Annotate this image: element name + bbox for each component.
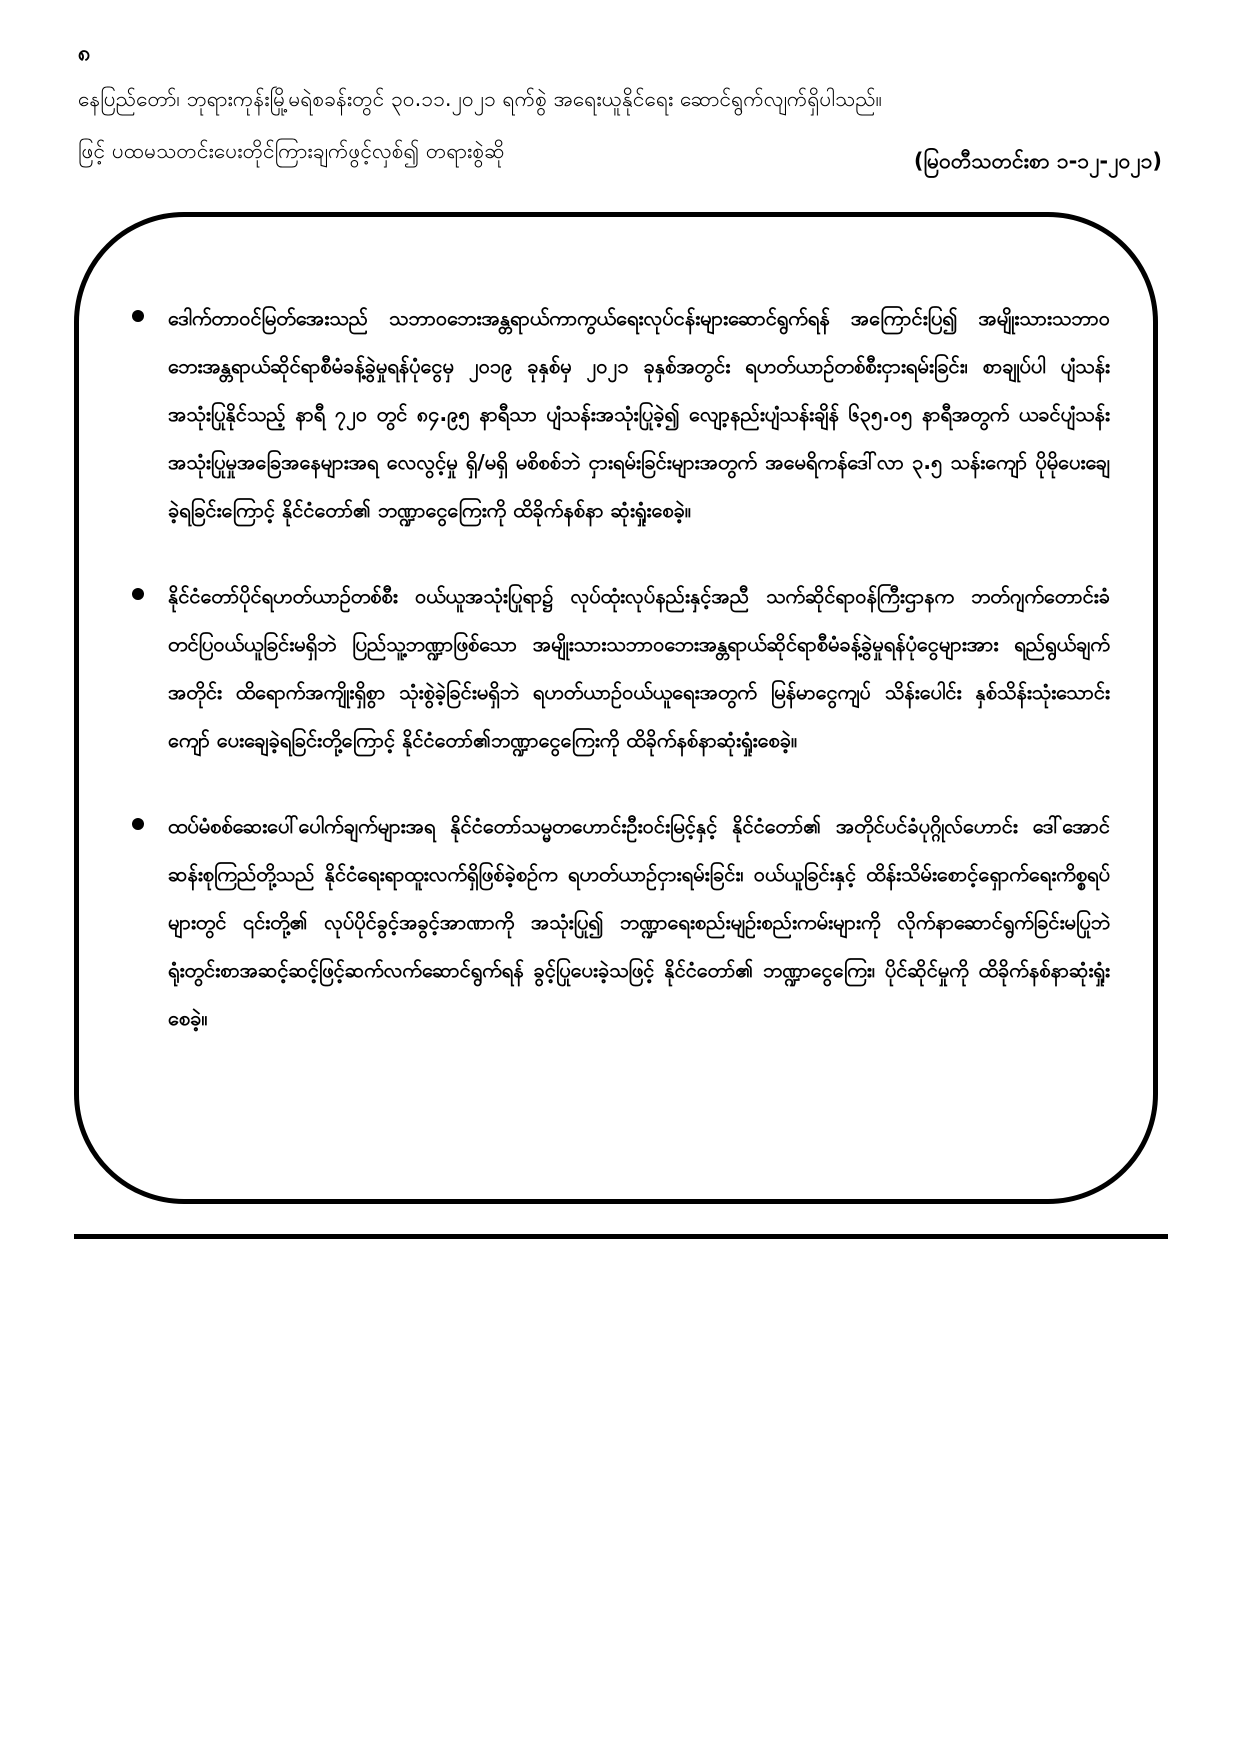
header-text-line-2: ဖြင့် ပထမသတင်းပေးတိုင်ကြားချက်ဖွင့်လှစ်၍ တရားစွဲဆို (78, 139, 505, 163)
bullet-item (128, 294, 1110, 534)
horizontal-divider (74, 1234, 1168, 1239)
page-number: ၈ (78, 41, 91, 66)
bullet-dot-icon (132, 588, 144, 600)
bullet-item (128, 802, 1110, 1042)
bullet-item (128, 572, 1110, 764)
header-text-line-1: နေပြည်တော်၊ ဘုရားကုန်းမြို့မရဲစခန်းတွင် ၃၀.၁၁.၂၀၂၁ ရက်စွဲ အရေးယူနိုင်ရေး ဆောင်ရွက်လျက်ရှိပါသည်။ (78, 87, 882, 111)
bullet-text: ထပ်မံစစ်ဆေးပေါ်ပေါက်ချက်များအရ နိုင်ငံတော်သမ္မတဟောင်းဦးဝင်းမြင့်နှင့် နိုင်ငံတော်၏ အတိုင်ပင်ခံပုဂ္ဂိုလ်ဟောင်း ဒေါ်အောင်ဆန်းစုကြည်တို့သည် နိုင်ငံရေးရာထူးလက်ရှိဖြစ်ခဲ့စဉ်က ရဟတ်ယာဉ်ငှားရမ်းခြင်း၊ ဝယ်ယူခြင်းနှင့် ထိန်းသိမ်းစောင့်ရှောက်ရေးကိစ္စရပ်များတွင် ၎င်းတို့၏ လုပ်ပိုင်ခွင့်အခွင့်အာဏာကို အသုံးပြု၍ ဘဏ္ဍာရေးစည်းမျဉ်းစည်းကမ်းများကို လိုက်နာဆောင်ရွက်ခြင်းမပြုဘဲ ရုံးတွင်းစာအဆင့်ဆင့်ဖြင့်ဆက်လက်ဆောင်ရွက်ရန် ခွင့်ပြုပေးခဲ့သဖြင့် နိုင်ငံတော်၏ ဘဏ္ဍာငွေကြေး၊ ပိုင်ဆိုင်မှုကို ထိခိုက်နစ်နာဆုံးရှုံးစေခဲ့။ (168, 814, 1110, 1030)
bullet-text: နိုင်ငံတော်ပိုင်ရဟတ်ယာဉ်တစ်စီး ဝယ်ယူအသုံးပြုရာ၌ လုပ်ထုံးလုပ်နည်းနှင့်အညီ သက်ဆိုင်ရာဝန်ကြီးဌာနက ဘတ်ဂျက်တောင်းခံတင်ပြဝယ်ယူခြင်းမရှိဘဲ ပြည်သူ့ဘဏ္ဍာဖြစ်သော အမျိုးသားသဘာဝဘေးအန္တရာယ်ဆိုင်ရာစီမံခန့်ခွဲမှုရန်ပုံငွေများအား ရည်ရွယ်ချက်အတိုင်း ထိရောက်အကျိုးရှိစွာ သုံးစွဲခဲ့ခြင်းမရှိဘဲ ရဟတ်ယာဉ်ဝယ်ယူရေးအတွက် မြန်မာငွေကျပ် သိန်းပေါင်း နှစ်သိန်းသုံးသောင်းကျော် ပေးချေခဲ့ရခြင်းတို့ကြောင့် နိုင်ငံတော်၏ဘဏ္ဍာငွေကြေးကို ထိခိုက်နစ်နာဆုံးရှုံးစေခဲ့။ (168, 584, 1110, 752)
source-citation: (မြဝတီသတင်းစာ ၁-၁၂-၂၀၂၁) (913, 149, 1162, 173)
bullet-text: ဒေါက်တာဝင်မြတ်အေးသည် သဘာဝဘေးအန္တရာယ်ကာကွယ်ရေးလုပ်ငန်းများဆောင်ရွက်ရန် အကြောင်းပြ၍ အမျိုးသားသဘာဝဘေးအန္တရာယ်ဆိုင်ရာစီမံခန့်ခွဲမှုရန်ပုံငွေမှ ၂၀၁၉ ခုနှစ်မှ ၂၀၂၁ ခုနှစ်အတွင်း ရဟတ်ယာဉ်တစ်စီးငှားရမ်းခြင်း၊ စာချုပ်ပါ ပျံသန်းအသုံးပြုနိုင်သည့် နာရီ ၇၂၀ တွင် ၈၄.၉၅ နာရီသာ ပျံသန်းအသုံးပြုခဲ့၍ လျော့နည်းပျံသန်းချိန် ၆၃၅.၀၅ နာရီအတွက် ယခင်ပျံသန်းအသုံးပြုမှုအခြေအနေများအရ လေလွင့်မှု ရှိ/မရှိ မစိစစ်ဘဲ ငှားရမ်းခြင်းများအတွက် အမေရိကန်ဒေါ်လာ ၃.၅ သန်းကျော် ပိုမိုပေးချေခဲ့ရခြင်းကြောင့် နိုင်ငံတော်၏ ဘဏ္ဍာငွေကြေးကို ထိခိုက်နစ်နာ ဆုံးရှုံးစေခဲ့။ (168, 306, 1110, 522)
bullet-dot-icon (132, 310, 144, 322)
bullet-dot-icon (132, 818, 144, 830)
bullet-list (128, 294, 1110, 1080)
